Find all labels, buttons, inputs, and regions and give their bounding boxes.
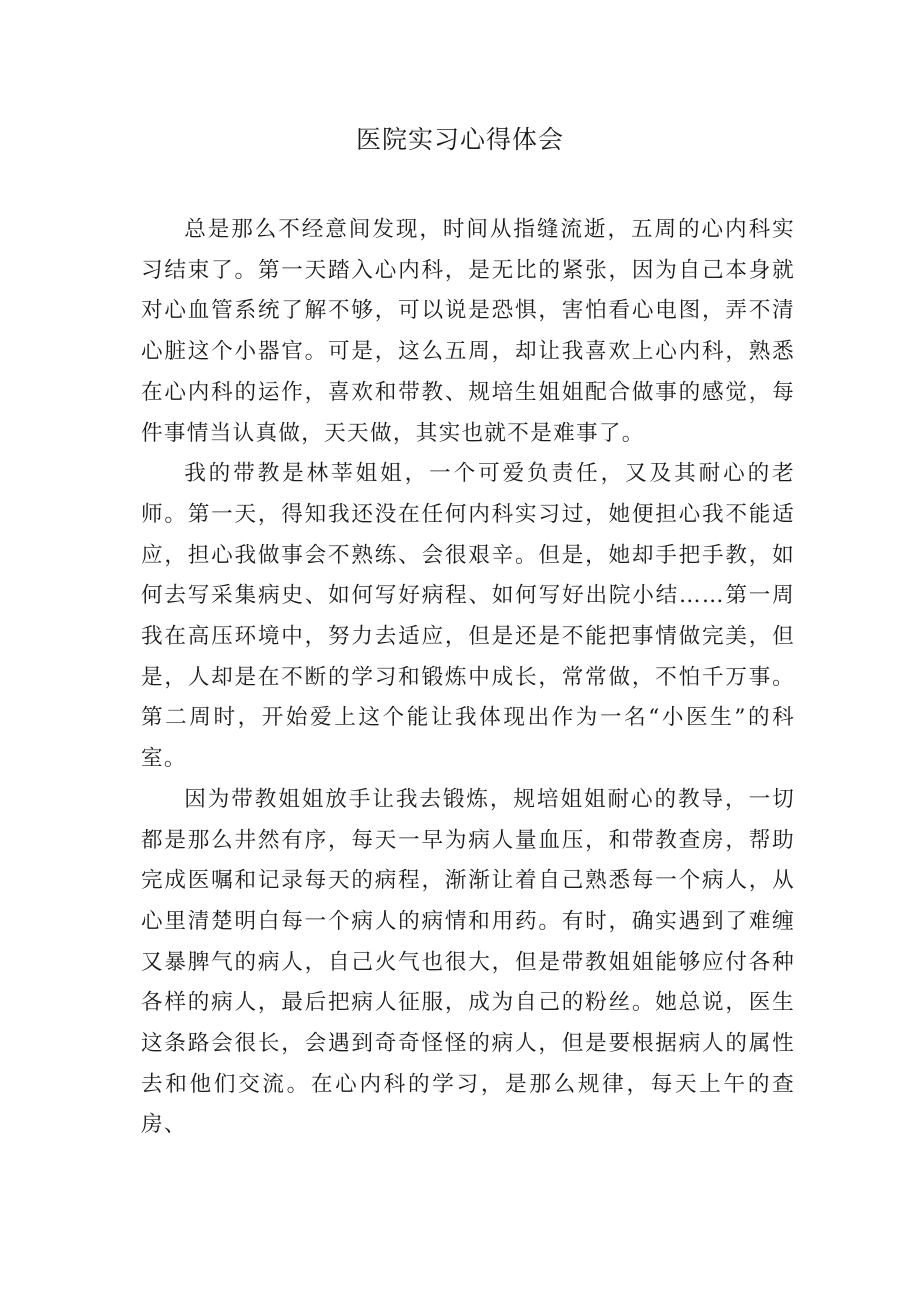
paragraph-2: 我的带教是林莘姐姐，一个可爱负责任，又及其耐心的老师。第一天，得知我还没在任何内科实习过，她便担心我不能适应，担心我做事会不熟练、会很艰辛。但是，她却手把手教，如何去写采集病史、如何写好病程、如何写好出院小结……第一周我在高压环境中，努力去适应，但是还是不能把事情做完美，但是，人却是在不断的学习和锻炼中成长，常常做，不怕千万事。第二周时，开始爱上这个能让我体现出作为一名“小医生”的科室。 <box>141 461 795 772</box>
paragraph-3: 因为带教姐姐放手让我去锻炼，规培姐姐耐心的教导，一切都是那么井然有序，每天一早为病人量血压，和带教查房，帮助完成医嘱和记录每天的病程，渐渐让着自己熟悉每一个病人，从心里清楚明白每一个病人的病情和用药。有时，确实遇到了难缠又暴脾气的病人，自己火气也很大，但是带教姐姐能够应付各种各样的病人，最后把病人征服，成为自己的粉丝。她总说，医生这条路会很长，会遇到奇奇怪怪的病人，但是要根据病人的属性去和他们交流。在心内科的学习，是那么规律，每天上午的查房、 <box>141 786 795 1138</box>
paragraph-1: 总是那么不经意间发现，时间从指缝流逝，五周的心内科实习结束了。第一天踏入心内科，是无比的紧张，因为自己本身就对心血管系统了解不够，可以说是恐惧，害怕看心电图，弄不清心脏这个小器官。可是，这么五周，却让我喜欢上心内科，熟悉在心内科的运作，喜欢和带教、规培生姐姐配合做事的感觉，每件事情当认真做，天天做，其实也就不是难事了。 <box>141 217 795 446</box>
document-title: 医院实习心得体会 <box>355 125 564 154</box>
document-body <box>141 210 795 1146</box>
